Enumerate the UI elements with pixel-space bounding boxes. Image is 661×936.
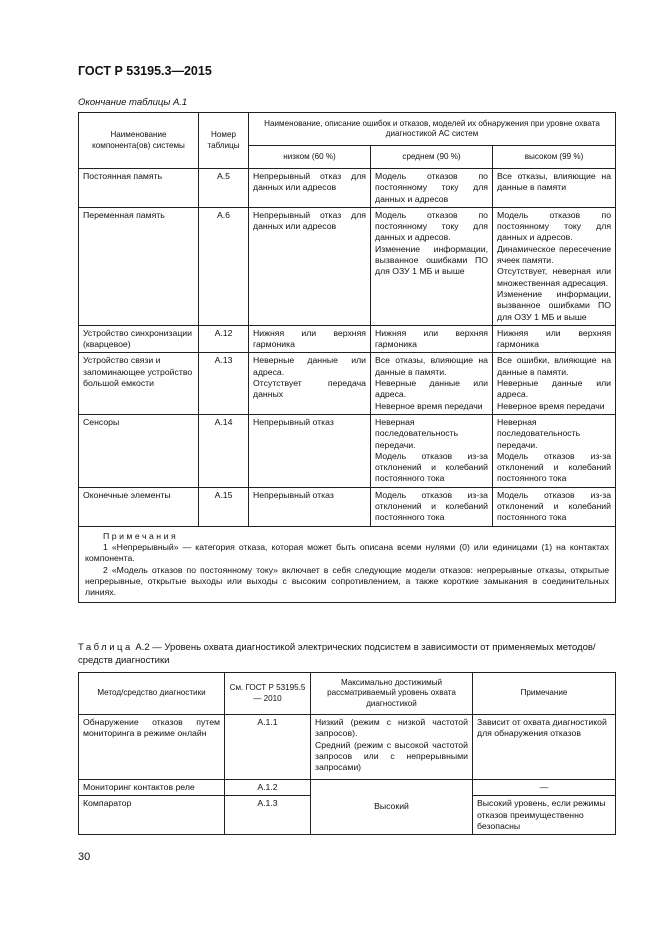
medium-line: Неверная последовательность передачи. bbox=[375, 416, 459, 450]
high-line: Модель отказов по постоянному току для данных и адресов. bbox=[497, 209, 612, 243]
medium-line: Неверное время передачи bbox=[375, 400, 483, 411]
table-row bbox=[79, 325, 616, 353]
medium-cell bbox=[371, 169, 493, 208]
merged-level-cell: Высокий bbox=[311, 780, 473, 835]
table-row bbox=[79, 169, 616, 208]
gost-cell: А.1.3 bbox=[225, 796, 311, 835]
header-note: Примечание bbox=[473, 673, 616, 715]
high-line: Отсутствует, неверная или множественная адресация. bbox=[497, 266, 612, 288]
high-line: Все отказы, влияющие на данные в памяти bbox=[497, 171, 612, 193]
header-method: Метод/средство диагностики bbox=[79, 673, 225, 715]
low-cell bbox=[249, 169, 371, 208]
table-no-cell: А.5 bbox=[199, 169, 249, 208]
header-high: высоком (99 %) bbox=[493, 146, 616, 169]
high-line: Все ошибки, влияющие на данные в памяти. bbox=[497, 355, 612, 377]
low-cell bbox=[249, 207, 371, 325]
medium-cell bbox=[371, 207, 493, 325]
low-line: Непрерывный отказ bbox=[253, 416, 334, 427]
method-cell: Обнаружение отказов путем мониторинга в режиме онлайн bbox=[79, 715, 225, 780]
table-row bbox=[79, 353, 616, 414]
low-cell bbox=[249, 325, 371, 353]
component-cell: Переменная память bbox=[79, 207, 199, 325]
table-row bbox=[79, 414, 616, 487]
header-table-no: Номер таблицы bbox=[199, 113, 249, 169]
component-cell: Устройство связи и запоминающее устройство большой емкости bbox=[79, 353, 199, 414]
low-line: Отсутствует передача данных bbox=[253, 378, 366, 400]
high-line: Неверное время передачи bbox=[497, 400, 605, 411]
high-cell bbox=[493, 353, 616, 414]
high-line: Модель отказов из-за отклонений и колебаний постоянного тока bbox=[497, 450, 612, 484]
max-level-cell bbox=[311, 715, 473, 780]
medium-line: Нижняя или верхняя гармоника bbox=[375, 327, 488, 350]
medium-line: Неверные данные или адреса. bbox=[375, 378, 488, 400]
high-cell bbox=[493, 325, 616, 353]
low-line: Непрерывный отказ для данных или адресов bbox=[253, 209, 366, 232]
medium-line: Модель отказов по постоянному току для данных и адресов bbox=[375, 171, 488, 204]
medium-line: Модель отказов из-за отклонений и колебаний постоянного тока bbox=[375, 450, 488, 484]
low-line: Нижняя или верхняя гармоника bbox=[253, 327, 366, 350]
gost-cell: А.1.2 bbox=[225, 780, 311, 796]
document-header: ГОСТ Р 53195.3—2015 bbox=[78, 64, 212, 78]
max-level-line: Средний (режим с высокой частотой запросов или с непрерывными запросами) bbox=[315, 739, 468, 773]
medium-cell bbox=[371, 353, 493, 414]
high-line: Модель отказов из-за отклонений и колебаний постоянного тока bbox=[497, 489, 612, 523]
high-cell bbox=[493, 207, 616, 325]
notes-block bbox=[79, 526, 616, 603]
table-no-cell: А.14 bbox=[199, 414, 249, 487]
medium-line: Все отказы, влияющие на данные в памяти. bbox=[375, 355, 488, 377]
max-level-line: Низкий (режим с низкой частотой запросов). bbox=[315, 717, 468, 739]
header-medium: среднем (90 %) bbox=[371, 146, 493, 169]
table2-caption-text: А.2 — Уровень охвата диагностикой электрических подсистем в зависимости от применяемых методов/средств диагностики bbox=[78, 642, 596, 666]
medium-line: Модель отказов по постоянному току для данных и адресов. bbox=[375, 209, 488, 243]
medium-cell bbox=[371, 414, 493, 487]
table2-caption bbox=[78, 641, 618, 667]
high-line: Неверная последовательность передачи. bbox=[497, 416, 581, 450]
low-cell bbox=[249, 487, 371, 526]
high-cell bbox=[493, 487, 616, 526]
table-row bbox=[79, 207, 616, 325]
component-cell: Постоянная память bbox=[79, 169, 199, 208]
component-cell: Сенсоры bbox=[79, 414, 199, 487]
high-cell bbox=[493, 414, 616, 487]
medium-line: Изменение информации, вызванное ошибками ПО для ОЗУ 1 МБ и выше bbox=[375, 243, 488, 277]
component-cell: Оконечные элементы bbox=[79, 487, 199, 526]
medium-cell bbox=[371, 325, 493, 353]
table-no-cell: А.6 bbox=[199, 207, 249, 325]
table2-caption-prefix: Таблица bbox=[78, 642, 133, 653]
note-1: 1 «Непрерывный» — категория отказа, которая может быть описана всеми нулями (0) или единицами (1) на контактах компонента. bbox=[85, 541, 610, 564]
notes-title: Примечания bbox=[103, 530, 179, 541]
header-low: низком (60 %) bbox=[249, 146, 371, 169]
high-line: Динамическое пересечение ячеек памяти. bbox=[497, 243, 612, 266]
low-line: Непрерывный отказ bbox=[253, 489, 334, 500]
header-component: Наименование компонента(ов) системы bbox=[79, 113, 199, 169]
low-line: Непрерывный отказ для данных или адресов bbox=[253, 171, 366, 193]
table-a1 bbox=[78, 112, 616, 603]
high-line: Неверные данные или адреса. bbox=[497, 378, 612, 400]
low-line: Неверные данные или адреса. bbox=[253, 355, 366, 377]
header-max-level: Максимально достижимый рассматриваемый уровень охвата диагностикой bbox=[311, 673, 473, 715]
note-cell: — bbox=[473, 780, 616, 796]
gost-cell: А.1.1 bbox=[225, 715, 311, 780]
component-cell: Устройство синхронизации (кварцевое) bbox=[79, 325, 199, 353]
high-line: Изменение информации, вызванное ошибками ПО для ОЗУ 1 МБ и выше bbox=[497, 288, 612, 322]
low-cell bbox=[249, 414, 371, 487]
medium-cell bbox=[371, 487, 493, 526]
method-cell: Компаратор bbox=[79, 796, 225, 835]
table1-caption: Окончание таблицы А.1 bbox=[78, 97, 188, 108]
header-gost: См. ГОСТ Р 53195.5— 2010 bbox=[225, 673, 311, 715]
high-line: Нижняя или верхняя гармоника bbox=[497, 327, 612, 350]
low-cell bbox=[249, 353, 371, 414]
note-cell: Зависит от охвата диагностикой для обнаружения отказов bbox=[473, 715, 616, 780]
note-2: 2 «Модель отказов по постоянному току» включает в себя следующие модели отказов: непрерывные отказы, открытые непрерывные, открытые выходы или выходы с высоким сопротивлением, а также короткие замыкания в соединительных линиях. bbox=[85, 564, 610, 598]
table-no-cell: А.12 bbox=[199, 325, 249, 353]
note-cell: Высокий уровень, если режимы отказов преимущественно безопасны bbox=[473, 796, 616, 835]
method-cell: Мониторинг контактов реле bbox=[79, 780, 225, 796]
page-number: 30 bbox=[78, 851, 91, 863]
high-cell bbox=[493, 169, 616, 208]
table-no-cell: А.15 bbox=[199, 487, 249, 526]
header-coverage-group: Наименование, описание ошибок и отказов, моделей их обнаружения при уровне охвата диагностикой АС систем bbox=[249, 113, 616, 146]
medium-line: Модель отказов из-за отклонений и колебаний постоянного тока bbox=[375, 489, 488, 523]
table-row bbox=[79, 487, 616, 526]
table-a2 bbox=[78, 672, 616, 835]
table-no-cell: А.13 bbox=[199, 353, 249, 414]
